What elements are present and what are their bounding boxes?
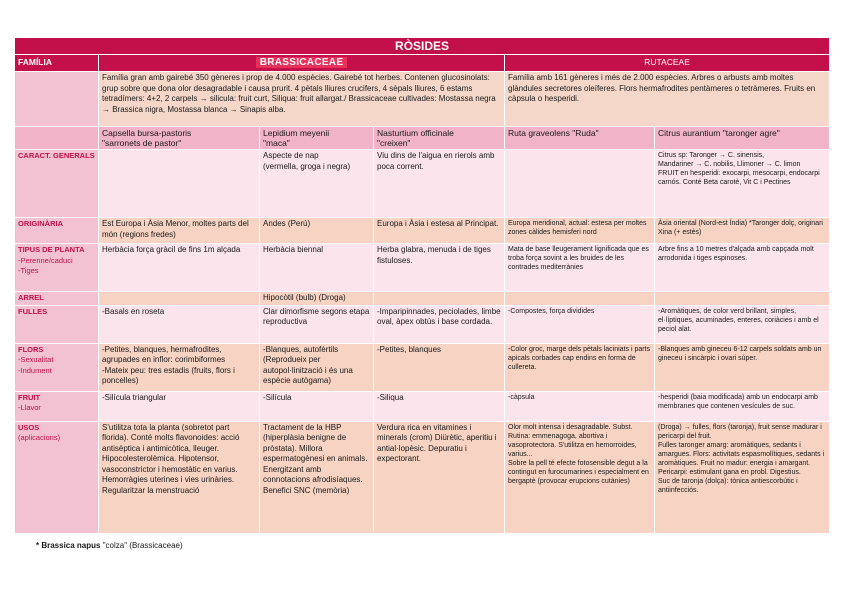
cell: Clar dimorfisme segons etapa reproductiva	[260, 305, 374, 343]
species-label-cell	[15, 127, 99, 150]
cell: -Silícula	[260, 391, 374, 421]
row-label: FLORS -Sexualitat -Indument	[15, 343, 99, 391]
cell: Europa meridional, actual: estesa per moltes zones càlides hemisferi nord	[505, 218, 655, 244]
cell: -Blanques, autofèrtils (Reprodueix per autopol·linització i és una espècie autògama)	[260, 343, 374, 391]
cell: Europa i Àsia i estesa al Principat.	[374, 218, 505, 244]
cell	[505, 292, 655, 306]
desc-brassicaceae: Família gran amb gairebé 350 gèneres i prop de 4.000 espècies. Gairebé tot herbes. Contenen glucosinolats: grup sobre que dona olor desagradable i causa prurit. 4 pètals lliures crucifers, 4 sèpals lliures, 6 estams tetradímers: 4+2, 2 carpels → silicula: fruit curt, Siliqua: fruit allargat./ Brassicaceae cultivades: Mostassa negra → Brassica nigra, Mostassa blanca → Sinapis alba.	[99, 72, 505, 127]
cell: -Compostes, força dividides	[505, 305, 655, 343]
cell	[374, 292, 505, 306]
cell	[655, 292, 830, 306]
cell: Hipocòtil (bulb) (Droga)	[260, 292, 374, 306]
species-name: Nasturtium officinale	[377, 128, 454, 138]
cell: Citrus sp: Taronger → C. sinensis, Mandariner → C. nobilis, Llimoner → C. limon FRUIT en hesperidi: exocarpi, mesocarpi, endocarpi carnós. Conté Beta carotè, Vit C i Pectines	[655, 150, 830, 218]
species-header	[655, 127, 830, 150]
row-label: ORIGINÀRIA	[15, 218, 99, 244]
cell: (Droga) → fulles, flors (taronja), fruit sense madurar i pericarpi del fruit. Fulles taronger amarg: aromàtiques, sedants i amargues. Flors: activitats espasmolítiques, sedants i aromàtiques. Fruit no madur: energia i amargant. Pericarpi: estimulant gana en probl. Digestius. Suc de taronja (dolça): tònica antiescorbútic i antiinfecciós.	[655, 421, 830, 533]
row-label: FRUIT -Llavor	[15, 391, 99, 421]
cell: -Color groc, marge dels pètals laciniats i parts apicals corbades cap endins en forma de cullereta.	[505, 343, 655, 391]
family-rutaceae: RUTACEAE	[505, 55, 830, 72]
cell: -Siliqua	[374, 391, 505, 421]
footnote-species: * Brassica napus	[36, 541, 101, 550]
cell: -Blanques amb gineceu 6-12 carpels soldats amb un gineceu i sincàrpic i ovari súper.	[655, 343, 830, 391]
species-name: Capsella bursa-pastoris	[102, 128, 192, 138]
species-header	[260, 127, 374, 150]
species-header	[99, 127, 260, 150]
species-common: "maca"	[263, 138, 290, 148]
rosides-table	[14, 37, 830, 534]
cell: Àsia oriental (Nord-est Índia) *Taronger dolç, originari Xina (+ estès)	[655, 218, 830, 244]
species-name: Citrus aurantium "taronger agre"	[658, 128, 780, 138]
cell: Andes (Perú)	[260, 218, 374, 244]
footnote-text: "colza" (Brassicaceae)	[100, 541, 183, 550]
cell	[505, 150, 655, 218]
desc-rutaceae: Família amb 161 gèneres i més de 2.000 espècies. Arbres o arbusts amb moltes glàndules secretores oleíferes. Flors hermafrodites pentàmeres o tetràmeres. Fruits en càpsula o hesperidi.	[505, 72, 830, 127]
row-label: USOS (aplicacions)	[15, 421, 99, 533]
cell: Herba glabra, menuda i de tiges fistuloses.	[374, 244, 505, 292]
species-name: Ruta graveolens "Ruda"	[508, 128, 599, 138]
cell: Arbre fins a 10 metres d'alçada amb capçada molt arrodonida i tiges espinoses.	[655, 244, 830, 292]
row-label: FULLES	[15, 305, 99, 343]
cell: -Imparipinnades, peciolades, limbe oval, àpex obtús i base cordada.	[374, 305, 505, 343]
cell: Herbàcia força gràcil de fins 1m alçada	[99, 244, 260, 292]
family-brassicaceae	[99, 55, 505, 72]
row-label: ARREL	[15, 292, 99, 306]
cell: -Silícula triangular	[99, 391, 260, 421]
cell: -Petites, blanques	[374, 343, 505, 391]
cell: Olor molt intensa i desagradable. Subst. Rutina: emmenagoga, abortiva i vasoprotectora. S'utilitza en hemorroides, varius... Sobre la pell té efecte fotosensible degut a la contingut en furocumarines i especialment en bergaptè (provocar erupcions cutànies)	[505, 421, 655, 533]
cell: -Aromàtiques, de color verd brillant, simples, el·líptiques, acuminades, enteres, coriàcies i amb el peciol alat.	[655, 305, 830, 343]
table-title: RÒSIDES	[15, 38, 830, 55]
desc-label-cell	[15, 72, 99, 127]
cell: -Basals en roseta	[99, 305, 260, 343]
cell: Viu dins de l'aigua en rierols amb poca corrent.	[374, 150, 505, 218]
row-label: CARACT. GENERALS	[15, 150, 99, 218]
family-label: FAMÍLIA	[15, 55, 99, 72]
row-label: TIPUS DE PLANTA -Perenne/caduci -Tiges	[15, 244, 99, 292]
species-name: Lepidium meyenii	[263, 128, 330, 138]
table-sheet	[14, 37, 829, 534]
cell: Aspecte de nap (vermella, groga i negra)	[260, 150, 374, 218]
cell: Est Europa i Àsia Menor, moltes parts del món (regions fredes)	[99, 218, 260, 244]
cell	[99, 292, 260, 306]
family-brassicaceae-label: BRASSICACEAE	[256, 57, 348, 68]
species-header	[505, 127, 655, 150]
species-common: "creixen"	[377, 138, 411, 148]
species-common: "sarronets de pastor"	[102, 138, 182, 148]
cell: -hesperidi (baia modificada) amb un endocarpi amb membranes que contenen vesícules de suc.	[655, 391, 830, 421]
species-header	[374, 127, 505, 150]
cell: -Petites, blanques, hermafrodites, agrupades en inflor: corimbiformes -Mateix peu: tres estadis (fruits, flors i poncelles)	[99, 343, 260, 391]
cell: Herbàcia biennal	[260, 244, 374, 292]
cell: Mata de base lleugerament lignificada que es troba força sovint a les bruides de les contrades mediterrànies	[505, 244, 655, 292]
cell	[99, 150, 260, 218]
cell: -càpsula	[505, 391, 655, 421]
cell: Verdura rica en vitamines i minerals (crom) Diürètic, aperitiu i antial·lopèsic. Depuratiu i expectorant.	[374, 421, 505, 533]
cell: Tractament de la HBP (hiperplàsia benigne de pròstata). Millora espermatogènesi en animals. Energitzant amb connotacions afrodisíaques. Benefici SNC (memòria)	[260, 421, 374, 533]
cell: S'utilitza tota la planta (sobretot part florida). Conté molts flavonoides: acció antisèptica i antimicòtica, lleuger. Hipocolesterolèmica. Hipotensor, vasoconstrictor i hemostàtic en varius. Hemorràgies uterines i vies urinàries. Regularitzar la menstruació	[99, 421, 260, 533]
footnote	[36, 541, 183, 550]
